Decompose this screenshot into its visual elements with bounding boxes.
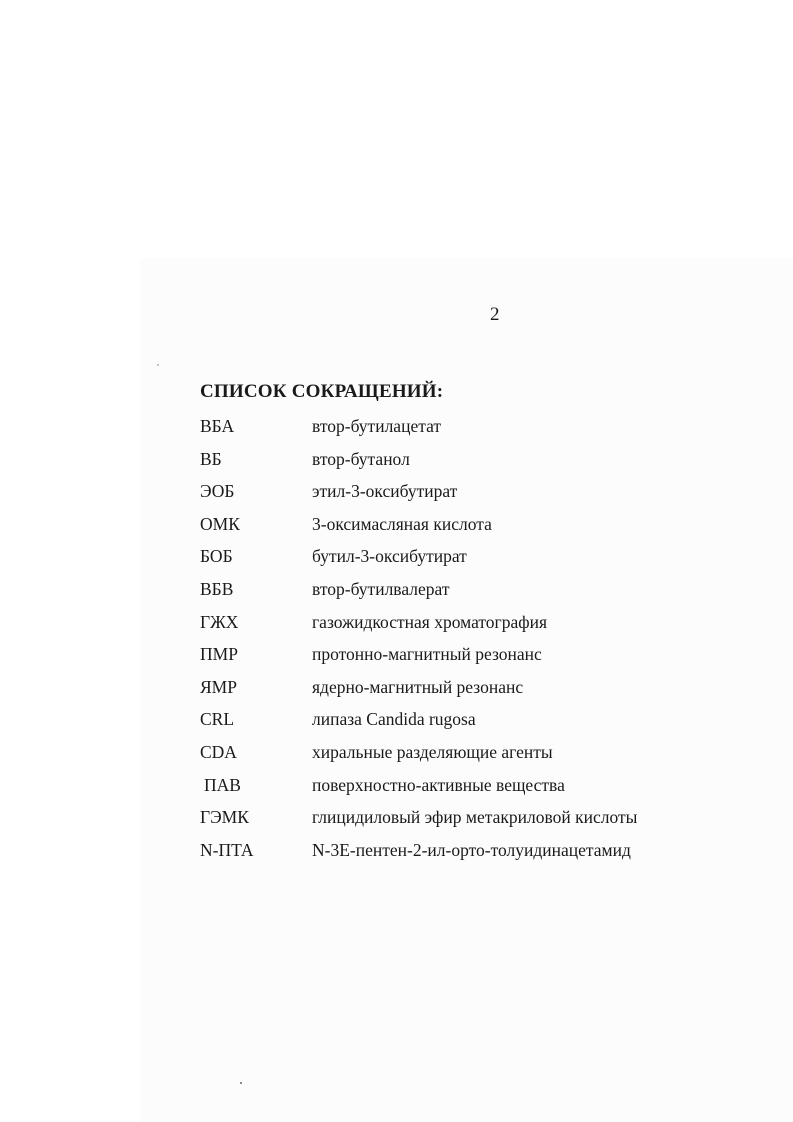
abbreviation-definition: втор-бутилацетат: [312, 416, 442, 436]
scan-speck: [240, 1082, 242, 1084]
abbreviation-row: [200, 805, 760, 838]
abbreviation-row: [200, 838, 760, 871]
abbreviation-row: [200, 773, 760, 806]
abbreviation-row: [200, 610, 760, 643]
page-number: 2: [490, 304, 500, 325]
abbreviation-definition: протонно-магнитный резонанс: [312, 644, 542, 665]
abbreviation-term: ПМР: [200, 644, 238, 665]
abbreviation-row: [200, 740, 760, 773]
abbreviation-row: [200, 642, 760, 675]
abbreviation-term: CDA: [200, 741, 237, 762]
scan-speck: [157, 364, 159, 366]
abbreviation-row: [200, 544, 760, 577]
page-title: СПИСОК СОКРАЩЕНИЙ:: [200, 381, 444, 402]
abbreviation-term: ВБ: [200, 448, 222, 469]
abbreviation-term: ГЖХ: [200, 611, 239, 632]
abbreviation-definition: этил-3-оксибутират: [312, 481, 458, 502]
abbreviation-row: [200, 447, 760, 480]
abbreviation-definition: глицидиловый эфир метакриловой кислоты: [312, 807, 638, 828]
abbreviation-definition: втор-бутанол: [312, 448, 410, 469]
abbreviation-term: ЭОБ: [200, 481, 235, 502]
abbreviation-definition: поверхностно-активные вещества: [312, 774, 565, 795]
abbreviation-term: ОМК: [200, 513, 240, 534]
abbreviation-row: [200, 577, 760, 610]
abbreviation-row: [200, 675, 760, 708]
abbreviation-definition: ядерно-магнитный резонанс: [312, 676, 524, 697]
abbreviation-row: [200, 414, 760, 447]
abbreviation-definition: 3-оксимасляная кислота: [312, 513, 492, 534]
abbreviation-definition: газожидкостная хроматография: [312, 611, 548, 632]
abbreviation-definition: втор-бутилвалерат: [312, 578, 450, 599]
abbreviation-row: [200, 512, 760, 545]
abbreviation-list: [200, 414, 760, 870]
abbreviation-term: N-ПТА: [200, 839, 254, 860]
abbreviation-definition: бутил-3-оксибутират: [312, 546, 467, 567]
abbreviation-definition: хиральные разделяющие агенты: [312, 741, 553, 762]
abbreviation-term: ПАВ: [204, 774, 241, 795]
abbreviation-term: CRL: [200, 709, 235, 730]
abbreviation-term: ВБА: [200, 416, 235, 436]
abbreviation-row: [200, 707, 760, 740]
abbreviation-term: ГЭМК: [200, 807, 249, 828]
abbreviation-term: ВБВ: [200, 578, 234, 599]
abbreviation-row: [200, 479, 760, 512]
abbreviation-term: ЯМР: [200, 676, 237, 697]
abbreviation-definition: N-3E-пентен-2-ил-орто-толуидинацетамид: [312, 839, 631, 860]
abbreviation-term: БОБ: [200, 546, 233, 567]
abbreviation-definition: липаза Candida rugosa: [312, 709, 476, 730]
